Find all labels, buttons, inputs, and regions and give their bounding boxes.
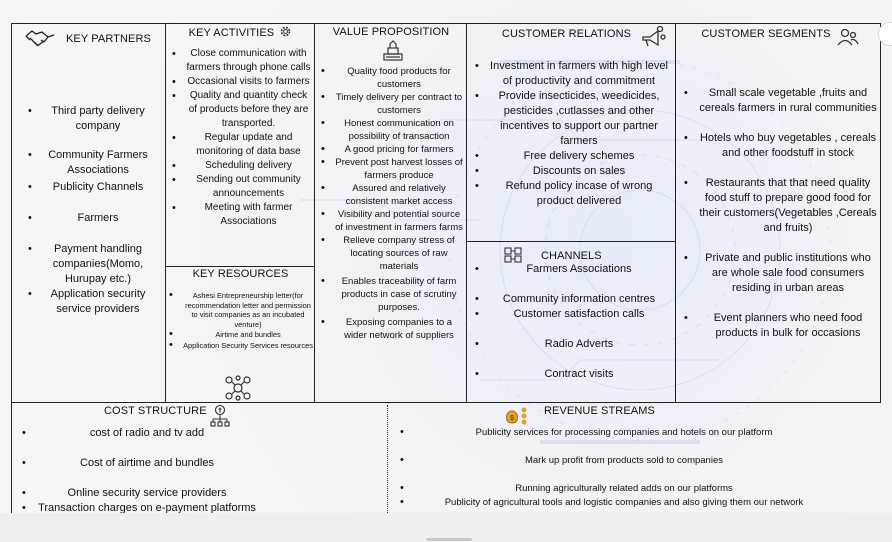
channels-list: [489, 262, 669, 382]
key-partner-item: • Publicity Channels: [42, 180, 154, 195]
key-resource-item: • Ashesi Entrepreneurship letter(for recommendation letter and permission to visit companies as an incubated venture): [183, 291, 313, 329]
key-activities-title: KEY ACTIVITIES: [188, 27, 275, 39]
customer-segment-item: • Restaurants that that need quality food stuff to prepare good food for their customers(Vegetables ,Cereals and fruits): [698, 176, 878, 236]
key-resources-section: [166, 266, 315, 403]
customer-segment-item: • Small scale vegetable ,fruits and cereals farmers in rural communities: [698, 86, 878, 116]
cost-item: • Online security service providers: [36, 486, 258, 501]
value-proposition-item: • Timely delivery per contract to customers: [335, 91, 463, 117]
revenue-streams-section: [388, 403, 881, 513]
cost-structure-title: COST STRUCTURE: [104, 405, 207, 417]
users-icon: [836, 27, 860, 47]
revenue-streams-title: REVENUE STREAMS: [544, 405, 655, 417]
revenue-item: • Publicity of agricultural tools and logistic companies and also giving them our network: [414, 496, 834, 509]
gear-icon: [279, 25, 292, 38]
channel-item: • Farmers Associations: [489, 262, 669, 277]
key-resource-item: • Airtime and bundles: [183, 330, 313, 340]
key-activity-item: • Close communication with farmers through phone calls: [186, 47, 311, 75]
handshake-icon: [24, 28, 56, 50]
customer-relation-item: • Refund policy incase of wrong product delivered: [489, 179, 669, 209]
key-activity-item: • Meeting with farmer Associations: [186, 201, 311, 229]
channels-title: CHANNELS: [541, 250, 602, 262]
customer-relation-item: • Free delivery schemes: [489, 149, 669, 164]
value-proposition-section: [315, 23, 467, 403]
customer-relations-title: CUSTOMER RELATIONS: [501, 28, 632, 40]
key-partners-list: [42, 104, 154, 317]
value-proposition-item: • Relieve company stress of locating sources of raw materials: [335, 234, 463, 273]
key-resources-title: KEY RESOURCES: [192, 268, 289, 280]
key-activities-list: [186, 47, 311, 229]
value-proposition-list: [335, 65, 463, 342]
money-hierarchy-icon: [208, 404, 232, 428]
value-proposition-item: • Exposing companies to a wider network of suppliers: [335, 316, 463, 342]
customer-relation-item: • Provide insecticides, weedicides, pesticides ,cutlasses and other incentives to support our partner farmers: [489, 89, 669, 149]
key-activities-section: [166, 23, 315, 266]
key-partner-item: • Payment handling companies(Momo, Hurupay etc.): [42, 242, 154, 287]
key-partner-item: • Application security service providers: [42, 287, 154, 317]
channel-item: • Radio Adverts: [489, 337, 669, 352]
key-partner-item: • Community Farmers Associations: [42, 148, 154, 178]
revenue-item: • Publicity services for processing companies and hotels on our platform: [414, 426, 834, 439]
network-people-icon: [224, 375, 252, 401]
key-partners-section: [11, 23, 166, 403]
key-partner-item: • Farmers: [42, 211, 154, 226]
key-activity-item: • Sending out community announcements: [186, 173, 311, 201]
money-bag-icon: [504, 405, 530, 425]
customer-relations-section: [467, 23, 676, 241]
customer-segment-item: • Hotels who buy vegetables , cereals and other foodstuff in stock: [698, 131, 878, 161]
value-proposition-item: • Enables traceability of farm products in case of scrutiny purposes.: [335, 275, 463, 314]
revenue-item: • Mark up profit from products sold to companies: [414, 454, 834, 467]
cost-structure-list: [36, 426, 258, 513]
value-proposition-item: • Assured and relatively consistent market access: [335, 182, 463, 208]
channel-item: • Community information centres: [489, 292, 669, 307]
customer-segment-item: • Private and public institutions who are whole sale food consumers residing in urban areas: [698, 251, 878, 296]
revenue-streams-list: [414, 426, 834, 509]
megaphone-icon: [640, 25, 666, 49]
customer-relations-list: [489, 59, 669, 209]
value-proposition-item: • Visibility and potential source of investment in farmers farms: [335, 208, 463, 234]
customer-segments-list: [698, 86, 878, 341]
value-proposition-item: • A good pricing for farmers: [335, 143, 463, 156]
cost-item: • Transaction charges on e-payment platforms: [36, 501, 258, 513]
key-resources-list: [183, 291, 313, 350]
key-activity-item: • Regular update and monitoring of data base: [186, 131, 311, 159]
svg-text:$: $: [510, 415, 514, 422]
customer-relation-item: • Investment in farmers with high level of productivity and commitment: [489, 59, 669, 89]
key-activity-item: • Scheduling delivery: [186, 159, 311, 173]
key-activity-item: • Quality and quantity check of products before they are transported.: [186, 89, 311, 131]
cost-structure-section: [11, 403, 387, 513]
channels-icon: [504, 247, 522, 263]
value-proposition-item: • Prevent post harvest losses of farmers produce: [335, 156, 463, 182]
scroll-thumb[interactable]: [426, 538, 472, 541]
revenue-item: • Running agriculturally related adds on our platforms: [414, 482, 834, 495]
customer-segment-item: • Event planners who need food products in bulk for occasions: [698, 311, 878, 341]
value-proposition-item: • Quality food products for customers: [335, 65, 463, 91]
key-partners-title: KEY PARTNERS: [66, 33, 151, 45]
key-partner-item: • Third party delivery company: [42, 104, 154, 134]
customer-segments-section: [676, 23, 881, 403]
channel-item: • Customer satisfaction calls: [489, 307, 669, 322]
customer-relation-item: • Discounts on sales: [489, 164, 669, 179]
trophy-icon: [381, 40, 405, 62]
channels-section: [467, 241, 676, 403]
customer-segments-title: CUSTOMER SEGMENTS: [701, 28, 831, 40]
key-resource-item: • Application Security Services resources: [183, 341, 313, 351]
cost-item: • cost of radio and tv add: [36, 426, 258, 441]
value-proposition-item: • Honest communication on possibility of transaction: [335, 117, 463, 143]
key-activity-item: • Occasional visits to farmers: [186, 75, 311, 89]
value-proposition-title: VALUE PROPOSITION: [332, 26, 450, 38]
channel-item: • Contract visits: [489, 367, 669, 382]
cost-item: • Cost of airtime and bundles: [36, 456, 258, 471]
